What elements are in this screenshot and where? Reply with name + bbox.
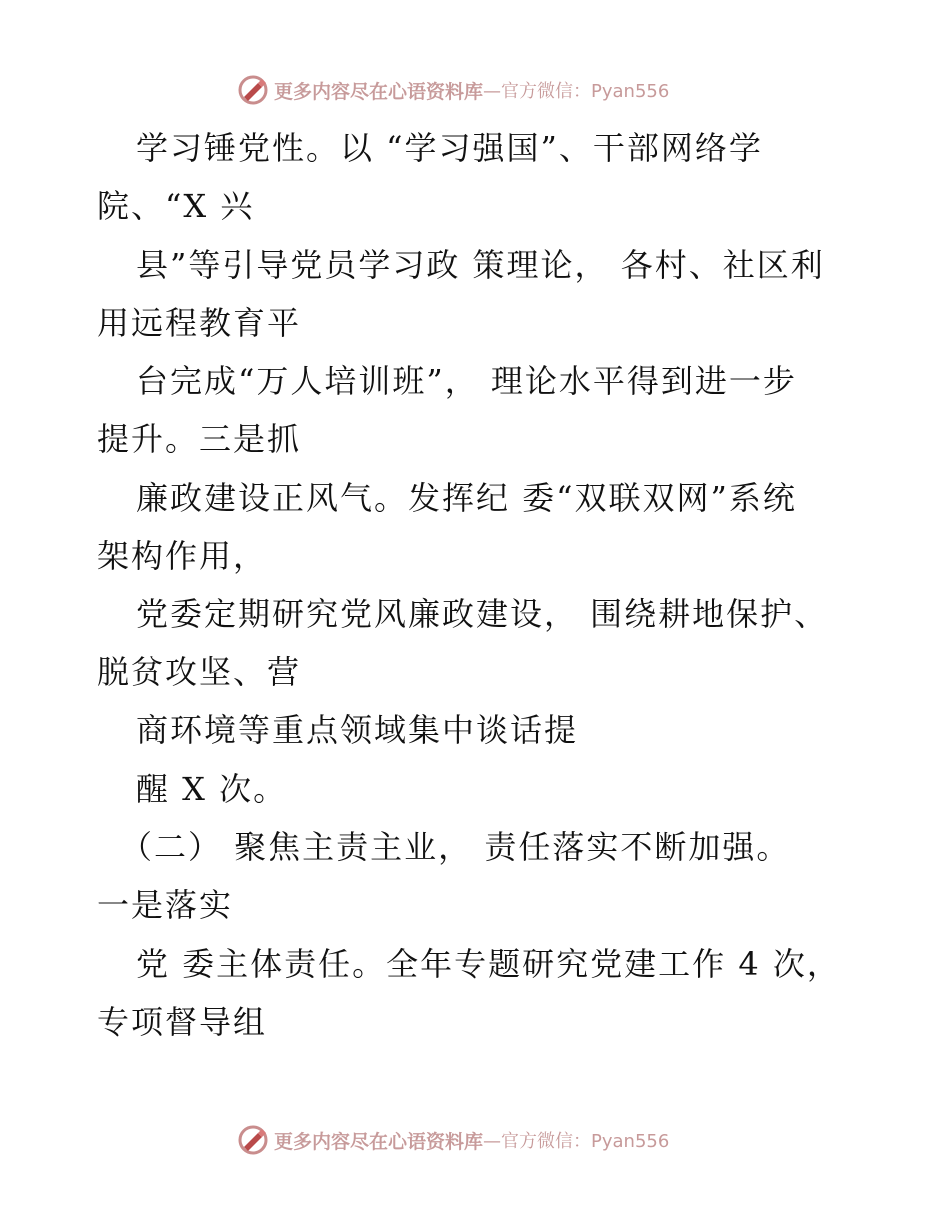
text-line: 用远程教育平 [97, 304, 302, 342]
footer-watermark [236, 1122, 669, 1158]
text-line: 党 委主体责任。全年专题研究党建工作 4 次， [136, 945, 841, 983]
text-line: 商环境等重点领域集中谈话提 [136, 711, 579, 749]
text-line: 台完成“万人培训班”， 理论水平得到进一步 [136, 362, 797, 400]
header-watermark-contact: —官方微信：Pyan556 [483, 81, 670, 102]
text-line: 一是落实 [97, 886, 234, 924]
footer-watermark-contact: —官方微信：Pyan556 [483, 1131, 670, 1152]
text-line: 廉政建设正风气。发挥纪 委“双联双网”系统 [136, 479, 797, 517]
text-line: 党委定期研究党风廉政建设， 围绕耕地保护、 [136, 595, 829, 633]
pen-logo-icon [236, 73, 270, 107]
text-line: 脱贫攻坚、营 [97, 653, 302, 691]
text-line: 醒 X 次。 [136, 770, 288, 808]
text-line: 提升。三是抓 [97, 420, 302, 458]
section-heading: （二） 聚焦主责主业， 责任落实不断加强。 [120, 828, 791, 866]
pen-logo-icon [236, 1123, 270, 1157]
text-line: 院、“X 兴 [97, 187, 255, 225]
text-line: 学习锤党性。以 “学习强国”、干部网络学 [136, 129, 763, 167]
footer-watermark-title: 更多内容尽在心语资料库 [274, 1130, 484, 1153]
header-watermark [236, 72, 669, 108]
text-line: 架构作用， [97, 537, 268, 575]
text-line: 县”等引导党员学习政 策理论， 各村、社区利 [136, 246, 825, 284]
text-line: 专项督导组 [97, 1003, 268, 1041]
header-watermark-title: 更多内容尽在心语资料库 [274, 80, 484, 103]
